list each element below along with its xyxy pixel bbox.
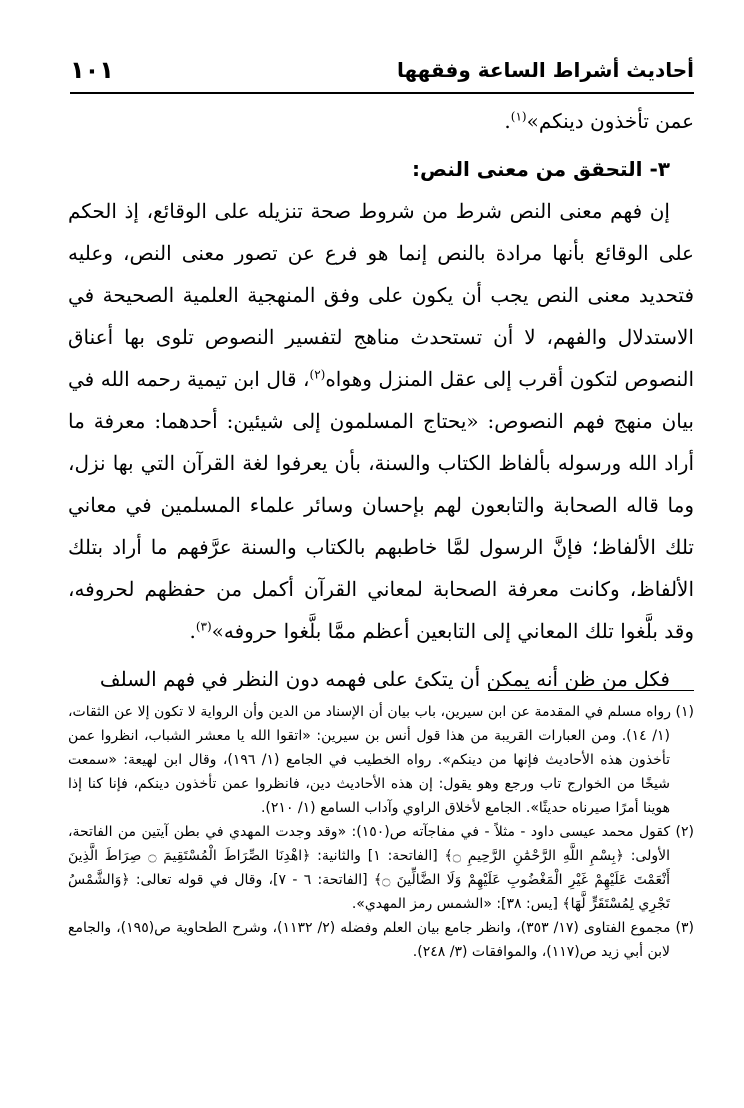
footnote-separator — [488, 690, 694, 691]
footnote-ref: (٢) — [309, 367, 326, 382]
footnote-ref: (٣) — [195, 619, 212, 634]
punctuation: . — [504, 109, 511, 133]
running-header — [70, 56, 694, 94]
footnote-1: (١) رواه مسلم في المقدمة عن ابن سيرين، باب بيان أن الإسناد من الدين وأن الرواية لا تكون إلا عن الثقات، (١/ ١٤). ومن العبارات القريبة من هذا قول أنس بن سيرين: «اتقوا الله يا معشر الشباب، انظروا عمن تأخذون هذه الأحاديث فإنها من دينكم». رواه الخطيب في الجامع (١/ ١٩٦)، وقال ابن لهيعة: «سمعت شيخًا من الخوارج تاب ورجع وهو يقول: إن هذه الأحاديث دين، فانظروا عمن تأخذون دينكم، فإنا كنا إذا هوينا أمرًا صيرناه حديثًا». الجامع لأخلاق الراوي وآداب السامع (١/ ٢١٠). — [68, 704, 694, 816]
punctuation: . — [189, 619, 196, 643]
footnote-ref: (١) — [510, 109, 527, 124]
paragraph-continuation — [68, 100, 694, 142]
paragraph-text: ، قال ابن تيمية رحمه الله في بيان منهج فهم النصوص: «يحتاج المسلمون إلى شيئين: أحدهما: معرفة ما أراد الله ورسوله بألفاظ الكتاب والسنة، بأن يعرفوا لغة القرآن التي بها نزل، وما قاله الصحابة والتابعون لهم بإحسان وسائر علماء المسلمين في معاني تلك الألفاظ؛ فإنَّ الرسول لمَّا خاطبهم بالكتاب والسنة عرَّفهم ما أراد بتلك الألفاظ، وكانت معرفة الصحابة لمعاني القرآن أكمل من حفظهم لحروفه، وقد بلَّغوا تلك المعاني إلى التابعين أعظم ممَّا بلَّغوا حروفه» — [68, 367, 694, 643]
footnote-3: (٣) مجموع الفتاوى (١٧/ ٣٥٣)، وانظر جامع بيان العلم وفضله (٢/ ١١٣٢)، وشرح الطحاوية ص(١٩٥)، والجامع لابن أبي زيد ص(١١٧)، والموافقات (٣/ ٢٤٨). — [68, 920, 694, 960]
paragraph-main — [68, 190, 694, 652]
page-number: ١٠١ — [70, 56, 114, 84]
footnotes — [68, 700, 694, 964]
paragraph-text: عمن تأخذون دينكم» — [526, 109, 694, 133]
header-title: أحاديث أشراط الساعة وفقهها — [396, 58, 694, 82]
main-text — [68, 100, 694, 700]
section-heading: ٣- التحقق من معنى النص: — [412, 157, 670, 181]
footnote-2: (٢) كقول محمد عيسى داود - مثلاً - في مفاجآته ص(١٥٠): «وقد وجدت المهدي في بطن آيتين من الفاتحة، الأولى: ﴿بِسْمِ اللَّهِ الرَّحْمَٰنِ الرَّحِيمِ ۝﴾ [الفاتحة: ١] والثانية: ﴿اهْدِنَا الصِّرَاطَ الْمُسْتَقِيمَ ۝ صِرَاطَ الَّذِينَ أَنْعَمْتَ عَلَيْهِمْ غَيْرِ الْمَغْضُوبِ عَلَيْهِمْ وَلَا الضَّالِّينَ ۝﴾ [الفاتحة: ٦ - ٧]، وقال في قوله تعالى: ﴿وَالشَّمْسُ تَجْرِي لِمُسْتَقَرٍّ لَّهَا﴾ [يس: ٣٨]: «الشمس رمز المهدي». — [68, 824, 694, 912]
paragraph-text: إن فهم معنى النص شرط من شروط صحة تنزيله على الوقائع، إذ الحكم على الوقائع بأنها مرادة بالنص إنما هو فرع عن تصور معنى النص، وعليه فتحديد معنى النص يجب أن يكون على وفق المنهجية العلمية الصحيحة في الاستدلال والفهم، لا أن تستحدث مناهج لتفسير النصوص تلوى بها أعناق النصوص لتكون أقرب إلى عقل المنزل وهواه — [68, 199, 694, 391]
paragraph-last: فكل من ظن أنه يمكن أن يتكئ على فهمه دون النظر في فهم السلف — [99, 667, 670, 691]
